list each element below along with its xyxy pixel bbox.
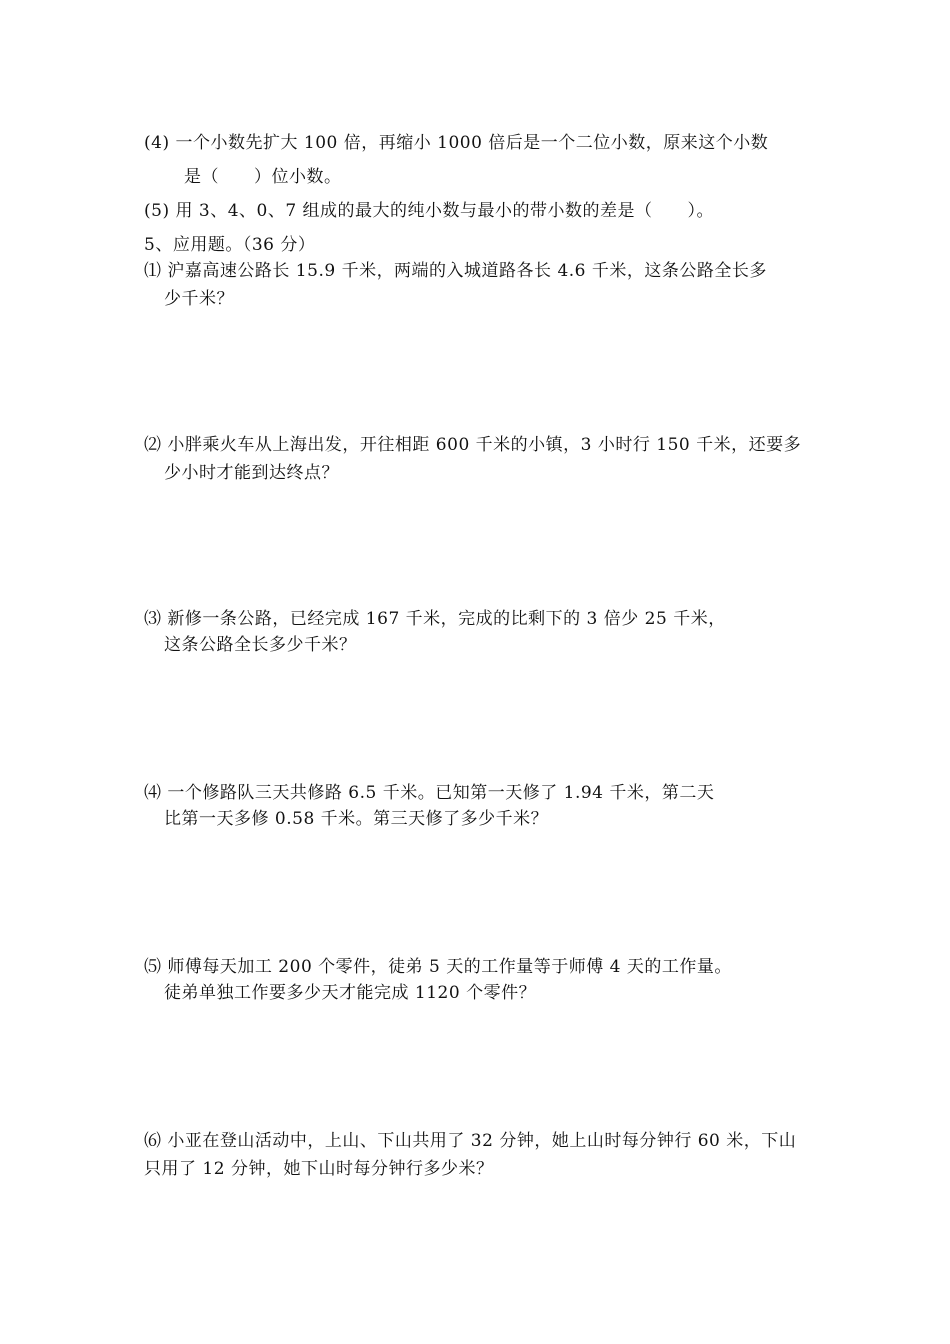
problem-3-line-2: 这条公路全长多少千米？ <box>164 635 357 655</box>
problem-4-line-2: 比第一天多修 0.58 千米。第三天修了多少千米？ <box>164 809 549 829</box>
fill-in-question-4-line-1: (4) 一个小数先扩大 100 倍，再缩小 1000 倍后是一个二位小数，原来这个小数 <box>144 133 769 153</box>
problem-2-line-1: ⑵ 小胖乘火车从上海出发，开往相距 600 千米的小镇，3 小时行 150 千米，还要多 <box>144 435 802 455</box>
problem-2-line-2: 少小时才能到达终点？ <box>164 463 339 483</box>
problem-3-line-1: ⑶ 新修一条公路，已经完成 167 千米，完成的比剩下的 3 倍少 25 千米， <box>144 609 726 629</box>
problem-1-line-1: ⑴ 沪嘉高速公路长 15.9 千米，两端的入城道路各长 4.6 千米，这条公路全长多 <box>144 261 767 281</box>
problem-4-line-1: ⑷ 一个修路队三天共修路 6.5 千米。已知第一天修了 1.94 千米，第二天 <box>144 783 715 803</box>
section-title: 5、应用题。（36 分） <box>144 235 316 255</box>
problem-5-line-2: 徒弟单独工作要多少天才能完成 1120 个零件？ <box>164 983 537 1003</box>
fill-in-question-5: (5) 用 3、4、0、7 组成的最大的纯小数与最小的带小数的差是（ ）。 <box>144 201 715 221</box>
problem-1-line-2: 少千米？ <box>164 289 234 309</box>
problem-6-line-2: 只用了 12 分钟，她下山时每分钟行多少米？ <box>144 1159 494 1179</box>
problem-5-line-1: ⑸ 师傅每天加工 200 个零件，徒弟 5 天的工作量等于师傅 4 天的工作量。 <box>144 957 732 977</box>
fill-in-question-4-line-2: 是（ ）位小数。 <box>184 167 342 187</box>
problem-6-line-1: ⑹ 小亚在登山活动中，上山、下山共用了 32 分钟，她上山时每分钟行 60 米，下山 <box>144 1131 797 1151</box>
